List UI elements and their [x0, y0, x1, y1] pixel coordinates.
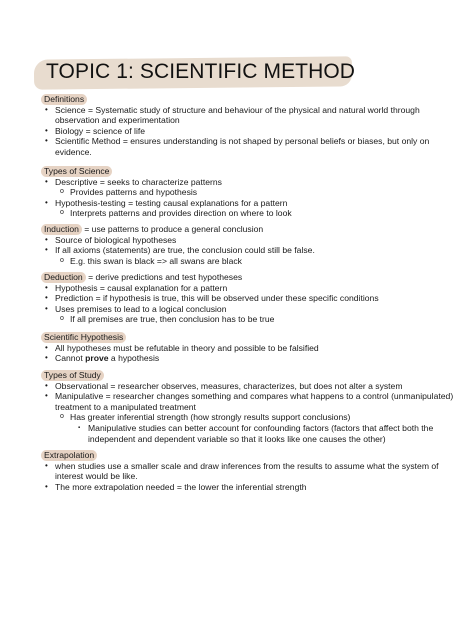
list-item: • Science = Systematic study of structure and behaviour of the physical and natural world through observation and experimentation [45, 104, 420, 126]
bullet-icon: • [45, 481, 48, 491]
bullet-icon: • [45, 380, 48, 390]
list-item: • All hypotheses must be refutable in theory and possible to be falsified [45, 342, 319, 353]
sub-bullet-icon: o [60, 315, 64, 323]
list-item: o Has greater inferential strength (how strongly results support conclusions) [60, 412, 351, 423]
list-item: o Interprets patterns and provides direction on where to look [60, 208, 292, 219]
list-item: • Source of biological hypotheses [45, 234, 177, 245]
bullet-icon: • [45, 293, 48, 303]
list-item: • Biology = science of life [45, 125, 146, 136]
section-types-of-study [44, 370, 464, 444]
list-item: • Manipulative = researcher changes something and compares what happens to a control (unmanipulated) treatment to a manipulated treatment [45, 391, 454, 412]
section-heading: Induction [41, 224, 82, 235]
bullet-icon: • [45, 353, 48, 363]
sub-bullet-icon: o [60, 209, 64, 217]
list-item: • The more extrapolation needed = the lower the inferential strength [45, 481, 307, 492]
list-item: • Scientific Method = ensures understanding is not shaped by personal beliefs or biases, but only on evidence. [45, 136, 430, 157]
section-heading: Types of Study [41, 370, 104, 381]
section-heading: Definitions [41, 94, 87, 105]
section-deduction: Deduction = derive predictions and test hypotheses • Hypothesis = causal explanation for a pattern • Prediction = if hypothesis is true, this will be observed under these specific conditions • Uses premises to lead to a logical conclusion o If all premises are true, then conclusion has to be true [44, 272, 464, 325]
list-item: • when studies use a smaller scale and draw inferences from the results to assume what the system of interest would be like. [45, 460, 439, 482]
bullet-icon: • [45, 136, 48, 146]
section-definitions [44, 94, 464, 158]
bullet-icon: • [45, 234, 48, 244]
section-heading: Scientific Hypothesis [41, 332, 126, 343]
sub-bullet-icon: o [60, 188, 64, 196]
section-types-of-science [44, 166, 464, 219]
section-heading: Extrapolation [41, 450, 97, 461]
list-item: o Provides patterns and hypothesis [60, 187, 198, 198]
section-heading: Types of Science [41, 166, 112, 177]
bullet-icon: • [45, 342, 48, 352]
bullet-icon: • [45, 303, 48, 313]
list-item: • Uses premises to lead to a logical conclusion [45, 303, 227, 314]
square-bullet-icon: ▪ [78, 424, 81, 431]
section-extrapolation [44, 450, 464, 492]
list-item: • Cannot prove a hypothesis [45, 353, 160, 364]
list-item: • Observational = researcher observes, measures, characterizes, but does not alter a system [45, 380, 403, 391]
section-induction: Induction = use patterns to produce a general conclusion • Source of biological hypotheses • If all axioms (statements) are true, the conclusion could still be false. o E.g. this swan is black => all swans are black [44, 224, 464, 266]
section-heading: Deduction [41, 272, 86, 283]
bullet-icon: • [45, 391, 48, 401]
section-scientific-hypothesis [44, 332, 464, 364]
bullet-icon: • [45, 104, 48, 114]
bullet-icon: • [45, 245, 48, 255]
bullet-icon: • [45, 125, 48, 135]
bullet-icon: • [45, 282, 48, 292]
list-item: • Prediction = if hypothesis is true, this will be observed under these specific conditions [45, 293, 379, 304]
list-item: • If all axioms (statements) are true, the conclusion could still be false. [45, 245, 315, 256]
sub-bullet-icon: o [60, 256, 64, 264]
list-item: o E.g. this swan is black => all swans are black [60, 255, 242, 266]
page-title: TOPIC 1: SCIENTIFIC METHOD [46, 60, 356, 83]
list-item: • Hypothesis-testing = testing causal explanations for a pattern [45, 197, 288, 208]
bullet-icon: • [45, 460, 48, 470]
title-block [34, 54, 356, 90]
bullet-icon: • [45, 176, 48, 186]
list-item: • Descriptive = seeks to characterize patterns [45, 176, 222, 187]
list-item: • Hypothesis = causal explanation for a pattern [45, 282, 228, 293]
sub-bullet-icon: o [60, 413, 64, 421]
bullet-icon: • [45, 197, 48, 207]
list-item: ▪ Manipulative studies can better account for confounding factors (factors that affect both the independent and dependent variable so that it looks like one causes the other) [78, 422, 434, 444]
list-item: o If all premises are true, then conclusion has to be true [60, 314, 275, 325]
